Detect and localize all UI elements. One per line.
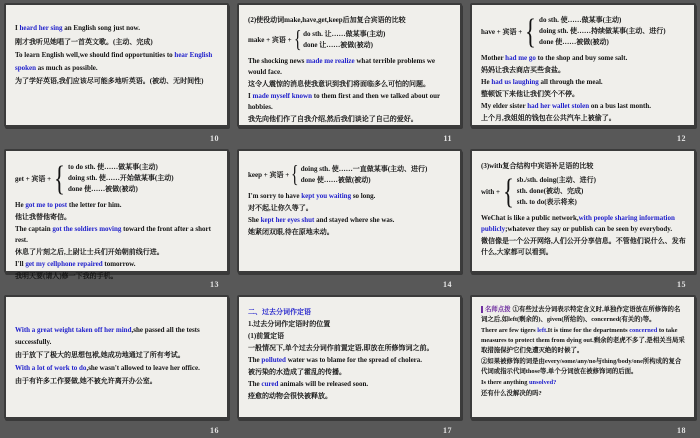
formula-option: to do sth. 使……做某事(主动) [67,163,158,171]
body-text: ,she wasn't allowed to leave her office. [86,364,200,372]
text-line [248,191,452,202]
text-line [481,89,686,100]
highlight-text: concerned [629,327,658,334]
body-text: The shocking news [248,57,307,65]
body-text: 痊愈的动物会很快被释放。 [248,392,332,400]
brace-glyph: { [293,26,302,53]
body-text: 我明天要(请人)修一下我的手机。 [15,272,118,280]
text-line [481,378,686,388]
body-text: to them first and then we talked about our hobbies. [248,92,441,111]
formula-options [301,164,428,186]
grammar-formula [248,26,452,53]
slide-cell-13 [0,146,233,292]
brace-glyph: { [54,158,66,198]
highlight-text: polluted [261,356,286,364]
text-line [248,215,452,226]
body-text: ①有些过去分词表示特定含义时,单独作定语放在所修饰的名词之后,如left(剩余的)、given(所给的)、concerned(有关的)等。 [481,306,681,323]
formula-option: done 让……被做(被动) [303,41,373,49]
text-line [15,324,219,348]
page-number: 12 [677,134,686,143]
text-line [15,36,219,49]
slide-thumbnail-13[interactable] [4,149,229,280]
body-text: 刚才我听见她唱了一首英文歌。(主动、完成) [15,37,153,46]
body-text: I'll [15,260,26,268]
formula-options [303,29,385,51]
slide-thumbnail-16[interactable] [4,295,229,419]
highlight-text: With a great weight taken off her mind [15,326,132,334]
page-number: 18 [677,426,686,435]
body-text: Is there anything [481,379,529,386]
body-text: on a bus last month. [589,102,651,110]
body-text: 上个月,我姐姐的钱包在公共汽车上被偷了。 [481,114,616,122]
text-line [481,113,686,124]
text-line [248,331,452,342]
slide-thumbnail-12[interactable] [470,3,696,127]
body-text: ,she passed all the tests successfully. [15,326,200,346]
highlight-text: got the soldiers moving [52,225,122,233]
body-text: all through the meal. [538,78,603,86]
body-text: toward the front after a short rest. [15,225,211,244]
slide-thumbnail-18[interactable] [470,295,696,419]
slide-thumbnail-14[interactable] [237,149,462,273]
highlight-text: get my cellphone repaired [25,260,103,268]
body-text: He [481,78,492,86]
body-text: She [248,216,261,224]
slide-thumbnail-10[interactable] [4,3,229,127]
highlight-text: kept you waiting [301,192,352,200]
formula-lead: with + [481,187,500,196]
text-line [248,203,452,214]
grammar-formula [481,171,686,211]
text-line [481,53,686,64]
page-number: 17 [443,426,452,435]
body-text: 1.过去分词作定语时的位置 [248,320,331,328]
body-text: (3)with复合结构中宾语补足语的比较 [481,162,594,170]
slide-thumbnail-17[interactable] [237,295,462,419]
body-text: and stayed where she was. [314,216,395,224]
body-text: the letter for him. [67,201,122,209]
highlight-text: had her wallet stolen [527,102,590,110]
brace-glyph: { [291,161,299,188]
text-line [248,355,452,366]
body-text: to the shop and buy some salt. [535,54,628,62]
body-text: The [248,356,262,364]
text-line [15,375,219,387]
text-line [15,349,219,361]
text-line [481,326,686,356]
slide-cell-14 [233,146,466,292]
formula-option: done 使……被做(被动) [300,176,371,184]
brace-glyph: { [525,11,537,51]
body-text: To learn English well,we should find opportunities to [15,51,175,59]
body-text: 我先向他们作了自我介绍,然后我们谈论了自己的爱好。 [248,115,418,123]
formula-option: doing sth. 使……持续做某事(主动、进行) [539,27,666,35]
formula-option: doing sth. 使……开始做某事(主动) [67,174,174,182]
formula-option: sth. to do(表示将来) [516,198,577,206]
text-line [15,75,219,88]
formula-lead: keep + 宾语 + [248,171,290,179]
body-text: 对不起,让你久等了。 [248,204,313,212]
text-line [481,101,686,112]
body-text: to take measures to protect them from dying out.剩余的老虎不多了,是相关当局采取措施保护它们免遭灭绝的时候了。 [481,327,685,354]
highlight-text: With a lot of work to do [15,364,87,372]
brace-glyph: { [502,171,514,211]
slide-cell-17 [233,292,466,438]
body-text: 微信像是一个公开网络,人们公开分享信息。不管他们说什么、发布什么,大家都可以看到。 [481,237,686,256]
text-line [248,114,452,125]
body-text: The captain [15,225,53,233]
highlight-text: made me realize [306,57,355,65]
section-title: 二、过去分词作定语 [248,308,311,316]
text-line [481,65,686,76]
body-text: (2)使役动词make,have,get,keep后加复合宾语的比较 [248,16,406,24]
body-text: 由于放下了极大的思想包袱,她成功地通过了所有考试。 [15,351,185,359]
text-line [248,319,452,330]
page-number: 16 [210,426,219,435]
highlight-text: cured [261,380,279,388]
text-line [248,343,452,354]
body-text: 还有什么没解决的吗? [481,390,542,397]
highlight-text: had me go [505,54,536,62]
body-text: The [248,380,262,388]
text-line [248,391,452,402]
formula-lead: get + 宾语 + [15,174,52,183]
text-line [481,305,686,325]
text-line [481,77,686,88]
body-text: water was to blame for the spread of cholera. [285,356,423,364]
body-text: 她紧闭双眼,待在原地未动。 [248,228,334,236]
body-text: tomorrow. [102,260,136,268]
text-line [15,200,219,211]
highlight-text: got me to post [25,201,68,209]
highlight-text: kept her eyes shut [260,216,315,224]
body-text: so long. [351,192,376,200]
page-number: 11 [443,134,452,143]
text-line [481,236,686,258]
text-line [15,224,219,246]
text-line [481,161,686,172]
body-text: I'm sorry to have [248,192,302,200]
text-line [15,271,219,282]
body-text: There are few tigers [481,327,538,334]
body-text: Mother [481,54,506,62]
body-text: My elder sister [481,102,528,110]
highlight-text: hear English spoken [15,51,213,72]
page-number: 15 [677,280,686,289]
formula-option: done 使……被做(被动) [67,185,138,193]
page-number: 10 [210,134,219,143]
text-line [248,379,452,390]
text-line [15,362,219,374]
formula-option: sth. done(被动、完成) [516,187,584,195]
body-text: what terrible problems we would face. [248,57,435,76]
body-text: as much as possible. [36,63,98,72]
body-text: 他让我替他寄信。 [15,213,71,221]
highlight-text: left [537,327,547,334]
body-text: .It is time for the departments [546,327,630,334]
body-text: I [15,24,20,32]
body-text: He [15,201,26,209]
slide-cell-18 [466,292,700,438]
body-text: 这令人震惊的消息使我意识到我们将面临多么可怕的问题。 [248,80,430,88]
slide-cell-11 [233,0,466,146]
body-text: ②如果被修饰的词是由every/some/any/no与thing/body/one所构成的复合代词或指示代词those等,单个分词放在被修饰词的后面。 [481,358,682,375]
body-text: an English song just now. [62,24,140,32]
formula-option: do sth. 使……做某事(主动) [539,16,622,24]
text-line [248,79,452,90]
page-number: 13 [210,280,219,289]
body-text: (1)前置定语 [248,332,285,340]
grammar-formula [248,161,452,188]
slide-cell-10 [0,0,233,146]
highlight-text: with people sharing information publicly [481,214,675,233]
formula-option: doing sth. 使……一直做某事(主动、进行) [300,165,428,173]
grammar-formula [481,11,686,51]
highlight-text: heard her sing [19,24,63,32]
body-text: I [248,92,253,100]
text-line [15,212,219,223]
formula-lead: make + 宾语 + [248,36,292,44]
formula-lead: have + 宾语 + [481,27,523,36]
formula-option: do sth. 让……做某事(主动) [303,30,386,38]
text-line [481,357,686,377]
formula-option: sb./sth. doing(主动、进行) [516,176,596,184]
highlight-text: had us laughing [491,78,539,86]
text-line [481,389,686,399]
page-number: 14 [443,280,452,289]
body-text: animals will be released soon. [278,380,369,388]
slide-cell-16 [0,292,233,438]
body-text: 妈妈让我去商店买些食盐。 [481,66,565,74]
formula-options [517,175,596,208]
text-line [248,15,452,26]
text-line [15,247,219,258]
body-text: WeChat is like a public network, [481,214,579,222]
text-line [248,307,452,318]
body-text: ;whatever they say or publish can be seen by everybody. [505,225,673,233]
body-text: 由于有许多工作要做,她不被允许离开办公室。 [15,377,157,385]
body-text: 被污染的水造成了霍乱的传播。 [248,368,346,376]
formula-option: done 使……被做(被动) [539,38,609,46]
slide-cell-15 [466,146,700,292]
highlight-text: made myself known [252,92,312,100]
grammar-formula [15,158,219,198]
text-line [248,227,452,238]
slide-thumbnail-15[interactable] [470,149,696,273]
body-text: 为了学好英语,我们应该尽可能多地听英语。(被动、无时间性) [15,77,204,85]
body-text: 休息了片刻之后,上尉让士兵们开始朝前线行进。 [15,248,164,256]
text-line [248,367,452,378]
slide-cell-12 [466,0,700,146]
text-line [15,22,219,35]
text-line [15,49,219,74]
formula-options [539,15,666,48]
callout-label: 名师点拨 [481,306,511,313]
highlight-text: unsolved? [529,379,557,386]
text-line [15,259,219,270]
body-text: 整顿饭下来他让我们笑个不停。 [481,90,579,98]
formula-options [68,162,174,195]
slide-thumbnail-11[interactable] [237,3,462,127]
text-line [248,91,452,113]
text-line [248,56,452,78]
text-line [481,213,686,235]
body-text: 一般情况下,单个过去分词作前置定语,即放在所修饰词之前。 [248,344,434,352]
